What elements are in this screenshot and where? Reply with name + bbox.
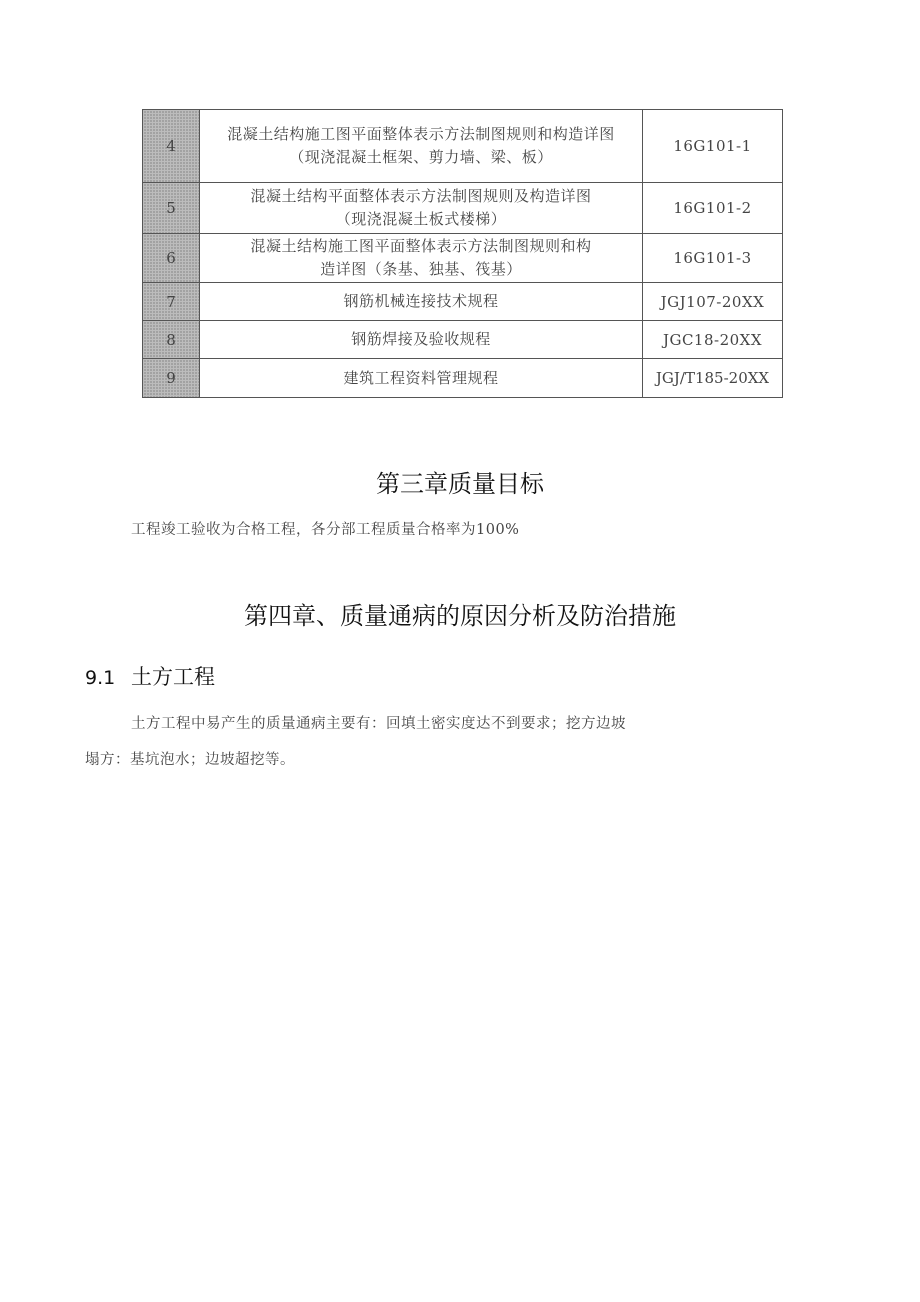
standard-name-line: 混凝土结构施工图平面整体表示方法制图规则和构造详图 [227, 125, 615, 143]
section-number: 9.1 [85, 667, 116, 689]
section-paragraph-line1: 土方工程中易产生的质量通病主要有：回填土密实度达不到要求；挖方边坡 [131, 716, 626, 732]
standard-name-line: （现浇混凝土板式楼梯） [335, 210, 507, 228]
table-row [143, 110, 783, 183]
standard-name [200, 234, 643, 283]
standard-name: 建筑工程资料管理规程 [200, 359, 643, 398]
standard-name-line: 混凝土结构平面整体表示方法制图规则及构造详图 [250, 187, 592, 205]
standard-name: 钢筋机械连接技术规程 [200, 283, 643, 321]
table-row [143, 321, 783, 359]
chapter3-title: 第三章质量目标 [376, 470, 544, 498]
standard-code: 16G101-1 [643, 110, 783, 183]
row-index: 4 [143, 110, 200, 183]
chapter4-title: 第四章、质量通病的原因分析及防治措施 [244, 602, 676, 630]
standard-code: JGJ107-20XX [643, 283, 783, 321]
standard-code: 16G101-3 [643, 234, 783, 283]
table-row [143, 183, 783, 234]
standard-code: 16G101-2 [643, 183, 783, 234]
standard-name [200, 110, 643, 183]
standard-code: JGJ/T185-20XX [643, 359, 783, 398]
standard-name-line: （现浇混凝土框架、剪力墙、梁、板） [289, 148, 553, 166]
table-row [143, 283, 783, 321]
standard-name [200, 183, 643, 234]
row-index: 7 [143, 283, 200, 321]
row-index: 5 [143, 183, 200, 234]
standards-table [142, 109, 783, 398]
standard-code: JGC18-20XX [643, 321, 783, 359]
row-index: 9 [143, 359, 200, 398]
standard-name-line: 混凝土结构施工图平面整体表示方法制图规则和构 [250, 237, 592, 255]
section-title: 土方工程 [131, 665, 215, 689]
section-heading [85, 661, 215, 691]
table-row [143, 359, 783, 398]
chapter3-paragraph: 工程竣工验收为合格工程，各分部工程质量合格率为100% [131, 522, 520, 538]
standard-name-line: 造详图（条基、独基、筏基） [320, 260, 522, 278]
table-row [143, 234, 783, 283]
section-paragraph-line2: 塌方：基坑泡水；边坡超挖等。 [85, 752, 295, 768]
row-index: 6 [143, 234, 200, 283]
standard-name: 钢筋焊接及验收规程 [200, 321, 643, 359]
row-index: 8 [143, 321, 200, 359]
